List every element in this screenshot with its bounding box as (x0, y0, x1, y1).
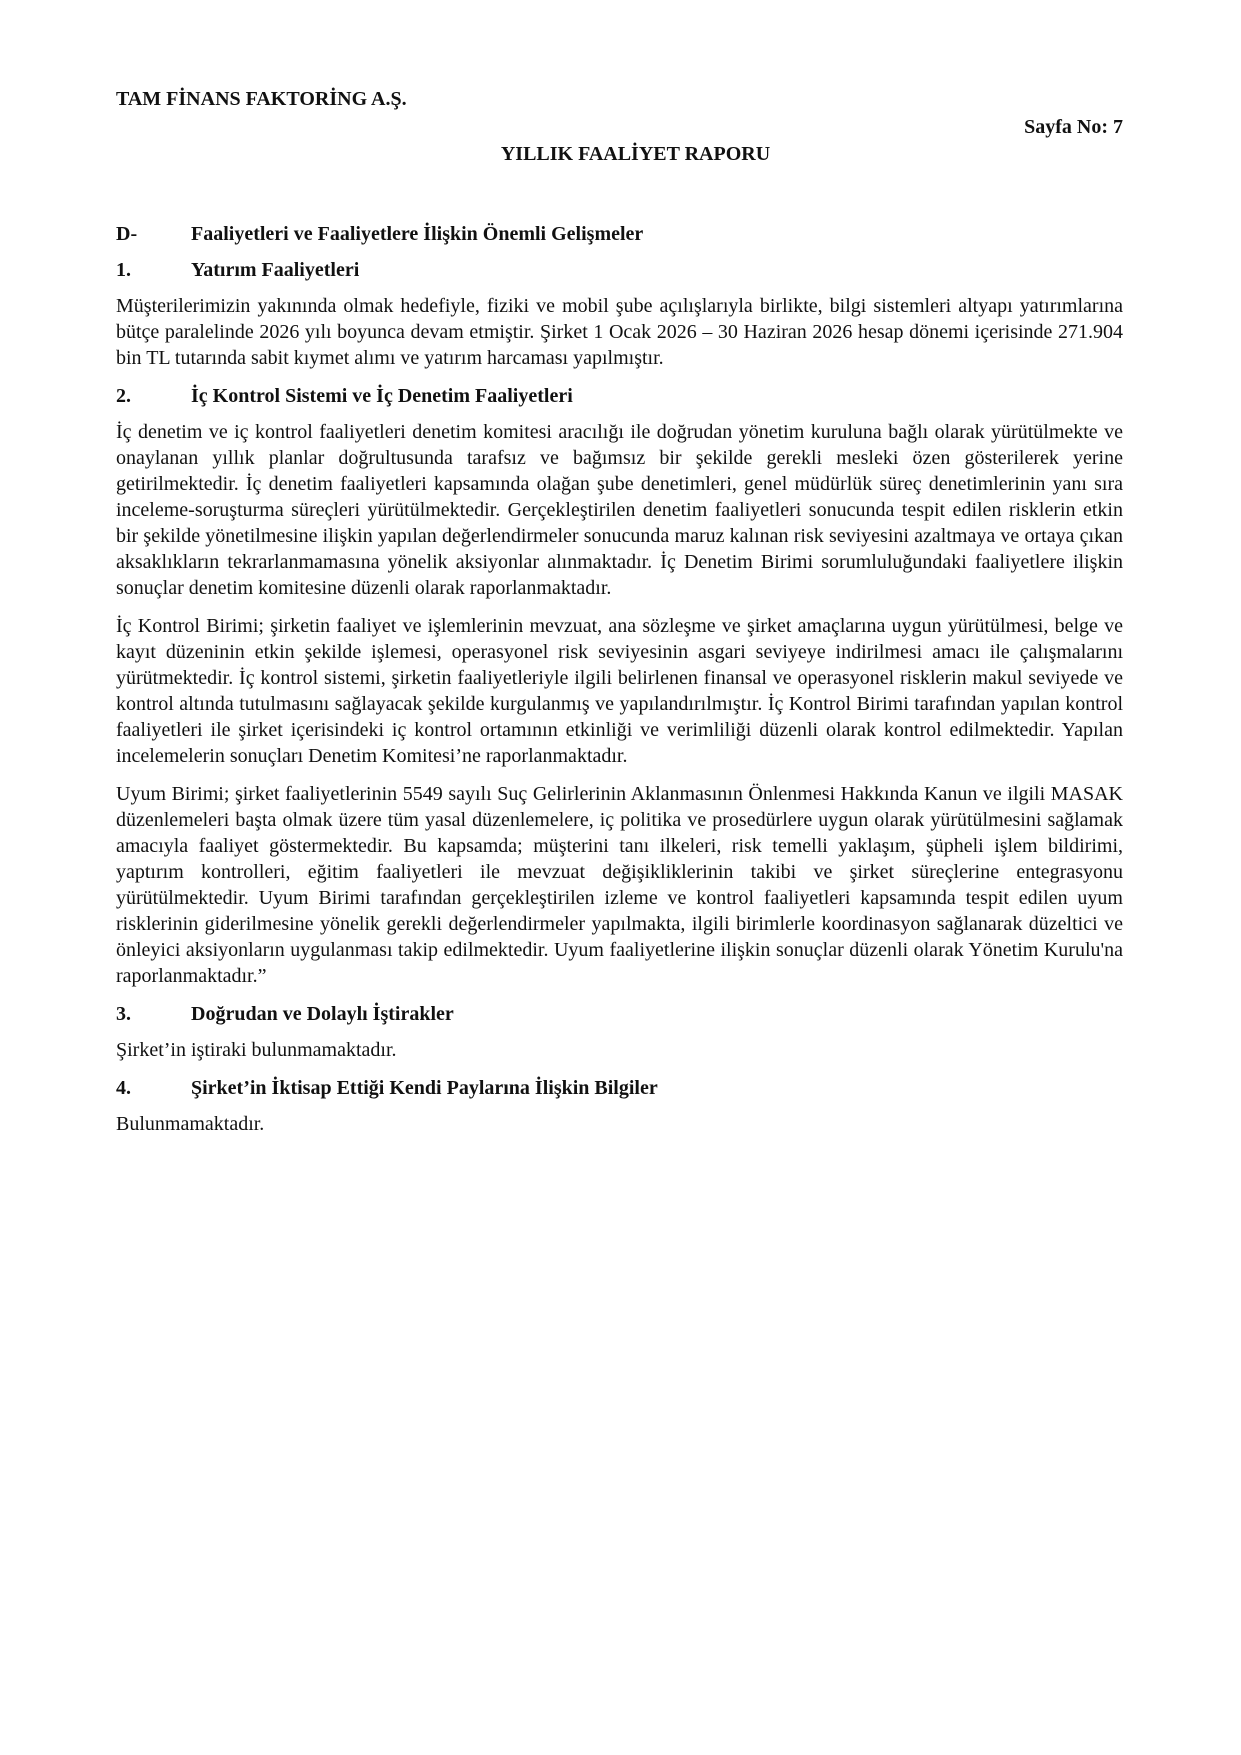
subsection-number: 3. (116, 1003, 131, 1025)
paragraph-affiliates: Şirket’in iştiraki bulunmamaktadır. (116, 1039, 397, 1061)
subsection-heading-3 (116, 1001, 1123, 1027)
subsection-heading-4 (116, 1075, 1123, 1101)
paragraph-own-shares: Bulunmamaktadır. (116, 1113, 265, 1135)
subsection-title: İç Kontrol Sistemi ve İç Denetim Faaliyetleri (191, 385, 573, 407)
subsection-heading-2 (116, 383, 1123, 409)
subsection-number: 1. (116, 259, 131, 281)
page-number: Sayfa No: 7 (1024, 116, 1123, 138)
subsection-heading-1 (116, 257, 1123, 283)
paragraph-internal-control: İç Kontrol Birimi; şirketin faaliyet ve işlemlerinin mevzuat, ana sözleşme ve şirket amaçlarına uygun yürütülmesi, belge ve kayıt düzeninin etkin şekilde işlemesi, operasyonel risk seviyesinin asgari seviyeye indirilmesi amacı ile çalışmalarını yürütmektedir. İç kontrol sistemi, şirketin faaliyetleriyle ilgili belirlenen finansal ve operasyonel risklerin makul seviyede ve kontrol altında tutulmasını sağlayacak şekilde kurgulanmış ve yapılandırılmıştır. İç Kontrol Birimi tarafından yapılan kontrol faaliyetleri ile şirket içerisindeki iç kontrol ortamının etkinliği ve verimliliği düzenli olarak kontrol edilmektedir. Yapılan incelemelerin sonuçları Denetim Komitesi’ne raporlanmaktadır. (116, 615, 1123, 767)
section-heading-d (116, 221, 1123, 247)
paragraph-internal-audit: İç denetim ve iç kontrol faaliyetleri denetim komitesi aracılığı ile doğrudan yönetim kuruluna bağlı olarak yürütülmekte ve onaylanan yıllık planlar doğrultusunda tarafsız ve bağımsız bir şekilde gerekli mesleki özen gösterilerek yerine getirilmektedir. İç denetim faaliyetleri kapsamında olağan şube denetimleri, genel müdürlük süreç denetimlerinin yanı sıra inceleme-soruşturma süreçleri yürütülmektedir. Gerçekleştirilen denetim faaliyetleri sonucunda tespit edilen risklerin etkin bir şekilde yönetilmesine ilişkin yapılan değerlendirmeler sonucunda maruz kalınan risk seviyesini azaltmaya ve ortaya çıkan aksaklıkların tekrarlanmamasına yönelik aksiyonlar alınmaktadır. İç Denetim Birimi sorumluluğundaki faaliyetlere ilişkin sonuçlar denetim komitesine düzenli olarak raporlanmaktadır. (116, 421, 1123, 599)
subsection-number: 4. (116, 1077, 131, 1099)
subsection-title: Yatırım Faaliyetleri (191, 259, 360, 281)
paragraph-investment: Müşterilerimizin yakınında olmak hedefiyle, fiziki ve mobil şube açılışlarıyla birlikte, bilgi sistemleri altyapı yatırımlarına bütçe paralelinde 2026 yılı boyunca devam etmiştir. Şirket 1 Ocak 2026 – 30 Haziran 2026 hesap dönemi içerisinde 271.904 bin TL tutarında sabit kıymet alımı ve yatırım harcaması yapılmıştır. (116, 295, 1123, 369)
subsection-title: Doğrudan ve Dolaylı İştirakler (191, 1003, 454, 1025)
section-title: Faaliyetleri ve Faaliyetlere İlişkin Önemli Gelişmeler (191, 223, 644, 245)
section-number: D- (116, 223, 138, 245)
subsection-title: Şirket’in İktisap Ettiği Kendi Paylarına İlişkin Bilgiler (191, 1077, 658, 1099)
report-title: YILLIK FAALİYET RAPORU (500, 143, 771, 165)
subsection-number: 2. (116, 385, 131, 407)
paragraph-compliance: Uyum Birimi; şirket faaliyetlerinin 5549 sayılı Suç Gelirlerinin Aklanmasının Önlenmesi Hakkında Kanun ve ilgili MASAK düzenlemeleri başta olmak üzere tüm yasal düzenlemelere, iç politika ve prosedürlere uygun olarak yürütülmesini sağlamak amacıyla faaliyet göstermektedir. Bu kapsamda; müşterini tanı ilkeleri, risk temelli yaklaşım, şüpheli işlem bildirimi, yaptırım kontrolleri, eğitim faaliyetleri ile mevzuat değişikliklerinin takibi ve şirket süreçlerine entegrasyonu yürütülmektedir. Uyum Birimi tarafından gerçekleştirilen izleme ve kontrol faaliyetleri kapsamında tespit edilen uyum risklerinin giderilmesine yönelik gerekli değerlendirmeler yapılmakta, ilgili birimlerle koordinasyon sağlanarak düzeltici ve önleyici aksiyonların uygulanması takip edilmektedir. Uyum faaliyetlerine ilişkin sonuçlar düzenli olarak Yönetim Kurulu'na raporlanmaktadır.” (116, 783, 1123, 987)
company-name: TAM FİNANS FAKTORİNG A.Ş. (116, 88, 407, 110)
document-body (116, 221, 1123, 1149)
